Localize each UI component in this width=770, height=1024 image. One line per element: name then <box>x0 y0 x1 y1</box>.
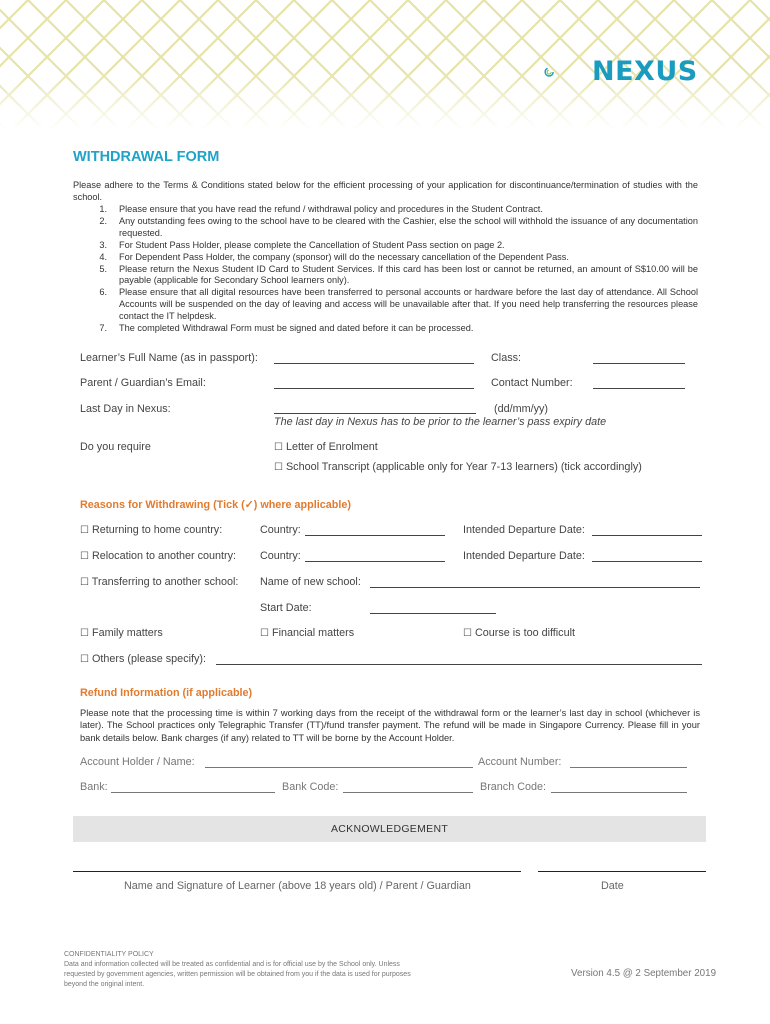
financial-checkbox[interactable]: ☐ Financial matters <box>260 627 355 639</box>
list-item: 5. Please return the Nexus Student ID Card to Student Services. If this card has been lost or cannot be returned, an amount of S$10.00 will be payable (applicable for Secondary School learners only). <box>99 263 698 286</box>
contact-field[interactable] <box>593 388 685 389</box>
checkbox-icon: ☐ <box>80 525 89 536</box>
confidentiality-line: beyond the original intent. <box>64 981 145 988</box>
full-name-label: Learner’s Full Name (as in passport): <box>80 352 258 364</box>
contact-label: Contact Number: <box>491 377 573 389</box>
others-field[interactable] <box>216 664 702 665</box>
account-number-label: Account Number: <box>478 756 562 768</box>
departure-label: Intended Departure Date: <box>463 550 585 562</box>
email-label: Parent / Guardian’s Email: <box>80 377 206 389</box>
account-number-field[interactable] <box>570 767 687 768</box>
refund-text: Please note that the processing time is within 7 working days from the receipt of the withdrawal form or the learner’s last day in school (whichever is later). The School practices only Telegraphic Transfer (TT)/fund transfer payment. The refund will be made in Singapore Currency. Please fill in your bank details below. Bank charges (if any) related to TT will be borne by the Account Holder. <box>80 708 700 743</box>
nexus-swirl-icon <box>544 52 584 92</box>
start-date-label: Start Date: <box>260 602 312 614</box>
terms-list <box>73 204 698 335</box>
last-day-note: The last day in Nexus has to be prior to the learner’s pass expiry date <box>274 416 607 428</box>
last-day-field[interactable] <box>274 413 476 414</box>
confidentiality-line: Data and information collected will be treated as confidential and is for official use by the School only. Unless <box>64 961 400 968</box>
country-field[interactable] <box>305 561 445 562</box>
checkbox-icon: ☐ <box>80 551 89 562</box>
email-field[interactable] <box>274 388 474 389</box>
signature-label: Name and Signature of Learner (above 18 years old) / Parent / Guardian <box>124 880 471 892</box>
departure-label: Intended Departure Date: <box>463 524 585 536</box>
reasons-heading: Reasons for Withdrawing (Tick (✓) where applicable) <box>80 499 351 511</box>
bank-label: Bank: <box>80 781 108 793</box>
class-label: Class: <box>491 352 521 364</box>
branch-code-field[interactable] <box>551 792 687 793</box>
letter-checkbox[interactable]: ☐ Letter of Enrolment <box>274 441 378 453</box>
date-field[interactable] <box>538 871 706 872</box>
country-label: Country: <box>260 524 301 536</box>
list-item: 2. Any outstanding fees owing to the school have to be cleared with the Cashier, else the school will withhold the issuance of any documentation requested. <box>99 215 698 238</box>
departure-field[interactable] <box>592 561 702 562</box>
branch-code-label: Branch Code: <box>480 781 547 793</box>
confidentiality-line: requested by government agencies, written permission will be obtained from you if the data is used for purposes <box>64 971 411 978</box>
bank-code-label: Bank Code: <box>282 781 339 793</box>
confidentiality-title: CONFIDENTIALITY POLICY <box>64 951 154 958</box>
list-item: 1. Please ensure that you have read the refund / withdrawal policy and procedures in the Student Contract. <box>99 204 543 214</box>
country-field[interactable] <box>305 535 445 536</box>
list-item: 6. Please ensure that all digital resources have been transferred to personal accounts or hardware before the last day of attendance. All School Accounts will be suspended on the day of leaving and access will be unavailable after that. If you need help transferring the resources please contact the IT helpdesk. <box>99 287 698 322</box>
bank-code-field[interactable] <box>343 792 473 793</box>
returning-checkbox[interactable]: ☐ Returning to home country: <box>80 524 223 536</box>
class-field[interactable] <box>593 363 685 364</box>
relocation-checkbox[interactable]: ☐ Relocation to another country: <box>80 550 237 562</box>
transcript-checkbox[interactable]: ☐ School Transcript (applicable only for Year 7-13 learners) (tick accordingly) <box>274 461 642 473</box>
brand-name: NEXUS <box>592 56 698 87</box>
new-school-field[interactable] <box>370 587 700 588</box>
new-school-label: Name of new school: <box>260 576 361 588</box>
transferring-checkbox[interactable]: ☐ Transferring to another school: <box>80 576 239 588</box>
checkbox-icon: ☐ <box>274 442 283 453</box>
last-day-label: Last Day in Nexus: <box>80 403 171 415</box>
start-date-field[interactable] <box>370 613 496 614</box>
date-format-hint: (dd/mm/yy) <box>494 403 548 415</box>
date-label: Date <box>601 880 624 892</box>
checkbox-icon: ☐ <box>80 628 89 639</box>
require-label: Do you require <box>80 441 151 453</box>
intro-text: Please adhere to the Terms & Conditions stated below for the efficient processing of your application for discontinuance/termination of studies with the school. <box>73 180 698 202</box>
full-name-field[interactable] <box>274 363 474 364</box>
page-title: WITHDRAWAL FORM <box>73 149 220 165</box>
family-checkbox[interactable]: ☐ Family matters <box>80 627 163 639</box>
checkbox-icon: ☐ <box>260 628 269 639</box>
list-item: 4. For Dependent Pass Holder, the company (sponsor) will do the necessary cancellation of the Dependent Pass. <box>99 251 569 262</box>
country-label: Country: <box>260 550 301 562</box>
departure-field[interactable] <box>592 535 702 536</box>
acknowledgement-bar: ACKNOWLEDGEMENT <box>73 816 706 842</box>
checkbox-icon: ☐ <box>463 628 472 639</box>
list-item: 7. The completed Withdrawal Form must be signed and dated before it can be processed. <box>99 323 474 334</box>
version-text: Version 4.5 @ 2 September 2019 <box>571 968 717 979</box>
account-holder-label: Account Holder / Name: <box>80 756 195 768</box>
account-holder-field[interactable] <box>205 767 473 768</box>
difficult-checkbox[interactable]: ☐ Course is too difficult <box>463 627 575 639</box>
checkbox-icon: ☐ <box>80 577 89 588</box>
checkbox-icon: ☐ <box>80 654 89 665</box>
bank-field[interactable] <box>111 792 275 793</box>
signature-field[interactable] <box>73 871 521 872</box>
checkbox-icon: ☐ <box>274 462 283 473</box>
list-item: 3. For Student Pass Holder, please complete the Cancellation of Student Pass section on page 2. <box>99 239 505 250</box>
refund-heading: Refund Information (if applicable) <box>80 687 253 699</box>
others-checkbox[interactable]: ☐ Others (please specify): <box>80 653 206 665</box>
